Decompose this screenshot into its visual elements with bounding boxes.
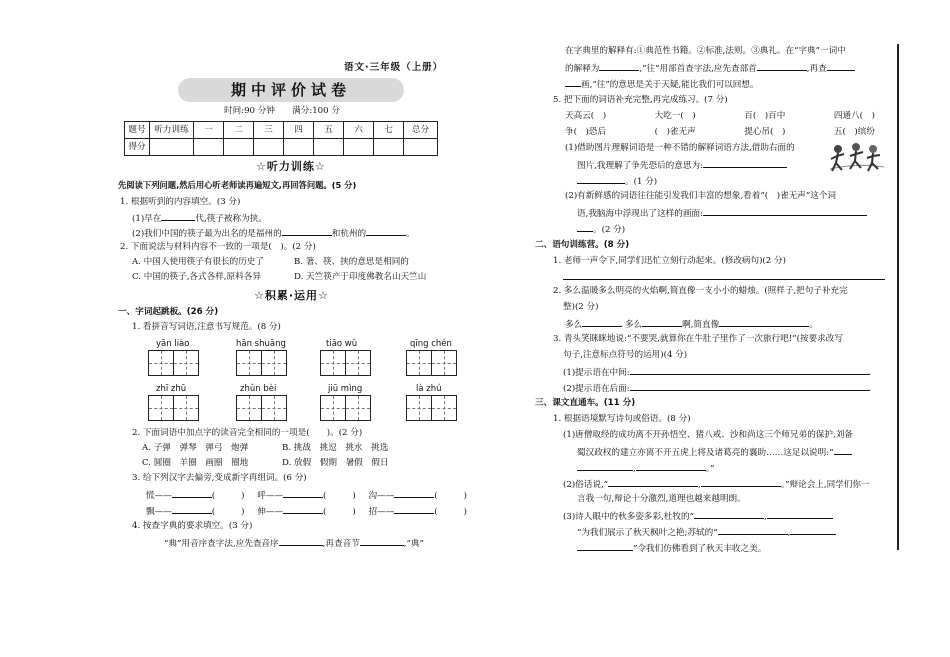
p3q1-1-line-c: , 。” — [577, 462, 714, 474]
score-header-cell: 三 — [254, 122, 284, 139]
p3q1-3-blank-1[interactable] — [694, 510, 764, 519]
p3q1-1-line-b — [577, 446, 852, 458]
p1q2-option-c[interactable]: C. 圆圈 羊圈 画圈 圈地 — [142, 458, 249, 468]
pinyin-label: qīng chén — [410, 339, 452, 349]
p1q4-text-c: ,“典” — [403, 539, 424, 549]
part1-q4: 4. 按查字典的要求填空。(3 分) — [132, 521, 253, 531]
q1-2-text-a: (2)我们中国的筷子最为出名的是福州的 — [132, 229, 282, 239]
listening-q2: 2. 下面说法与材料内容不一致的一项是( )。(2 分) — [120, 242, 316, 252]
p3q1-3-line-b: ”为我们展示了秋天枫叶之艳;苏轼的“ , — [577, 526, 836, 538]
part1-q3: 3. 给下列汉字去偏旁,变成新字再组词。(6 分) — [132, 473, 307, 483]
score-header-cell: 四 — [284, 122, 314, 139]
part2-title: 二、语句训练营。(8 分) — [535, 240, 630, 250]
p3q1-2-line-b: 言我一句,辩论十分激烈,道理也越来越明朗。 — [577, 494, 746, 504]
q2-option-d[interactable]: D. 天竺筷产于印度佛教名山天竺山 — [294, 272, 427, 282]
pinyin-label: là zhú — [416, 384, 442, 394]
score-header-cell: 题号 — [125, 122, 150, 139]
score-header-cell: 一 — [194, 122, 224, 139]
p2q3-2-label: (2)提示语在后面: — [563, 384, 630, 394]
idiom-fill[interactable]: 提心吊( ) — [744, 127, 786, 137]
radical-word: 呼—— — [257, 491, 284, 501]
radical-word: 飘—— — [146, 507, 172, 517]
p2q2-blank[interactable] — [719, 318, 809, 327]
p3q1-3-blank-3[interactable] — [718, 526, 788, 535]
idiom-fill[interactable]: 大吃一( ) — [654, 111, 696, 121]
q2-option-b[interactable]: B. 箸、筷、挟的意思是相同的 — [294, 257, 409, 267]
score-cell[interactable] — [284, 139, 314, 156]
dict-text-c: ,再查 — [806, 64, 827, 74]
writing-grid[interactable] — [236, 350, 287, 376]
p3q1-3-text-c: ”令我们仿佛看到了秋天丰收之美。 — [633, 544, 767, 554]
pinyin-label: zhǔn bèi — [240, 384, 277, 394]
radical-word: 伸—— — [257, 507, 284, 517]
idiom-fill[interactable]: 五( )缤纷 — [833, 127, 875, 137]
p2q2-word: 多么 — [624, 320, 643, 330]
new-char-blank[interactable] — [394, 489, 434, 498]
score-cell[interactable] — [404, 139, 438, 156]
new-char-blank[interactable] — [172, 505, 212, 514]
p2q1-answer-line[interactable] — [563, 279, 885, 280]
p3q1-3-text-a: (3)诗人眼中的秋多姿多彩,杜牧的“ — [563, 512, 695, 522]
p2q3-2-blank[interactable] — [630, 382, 870, 391]
p3q1-1-blank-3[interactable] — [636, 462, 706, 471]
score-header-cell: 总分 — [404, 122, 438, 139]
score-header-cell: 二 — [224, 122, 254, 139]
p1q2-option-a[interactable]: A. 子弹 弹琴 弹弓 炮弹 — [142, 443, 249, 453]
writing-grid[interactable] — [148, 350, 199, 376]
p2q3-1-label: (1)提示语在中间: — [563, 368, 630, 378]
p3q1-2-blank-2[interactable] — [701, 478, 781, 487]
p2q2-blank[interactable] — [642, 318, 682, 327]
q5-2-text: 语,我脑海中浮现出了这样的画面: — [577, 209, 703, 219]
score-table-header-row — [125, 122, 438, 139]
q5-1-line-b — [577, 159, 787, 171]
p2q2-word: 多么 — [565, 320, 583, 330]
q5-2-blank[interactable] — [703, 207, 867, 216]
q5-2-blank-2[interactable] — [577, 223, 593, 232]
writing-grid[interactable] — [406, 395, 457, 421]
p1q3-row-2: 飘—— ( ) 伸—— ( ) 招—— ( ) — [146, 507, 468, 517]
p3q1-3-blank-5[interactable] — [577, 542, 633, 551]
p2q3-1-blank[interactable] — [630, 366, 870, 375]
p1q4-blank-1[interactable] — [279, 537, 323, 546]
q5-title: 5. 把下面的词语补充完整,再完成练习。(7 分) — [553, 95, 728, 105]
q5-2-line-b — [577, 207, 867, 219]
dict-blank-3[interactable] — [827, 62, 855, 71]
p2q2-fill-line: 多么 多么 啊,简直像 。 — [565, 320, 818, 330]
q5-row-2 — [565, 127, 875, 137]
new-char-blank[interactable] — [172, 489, 212, 498]
radical-word: 招—— — [368, 507, 395, 517]
p1q3-row-1: 慌—— ( ) 呼—— ( ) 沟—— ( ) — [146, 491, 468, 501]
part2-q3-b: 句子,注意标点符号的运用)(4 分) — [563, 350, 688, 360]
score-header-cell: 五 — [314, 122, 344, 139]
q5-1-text: 图片,我理解了争先恐后的意思为: — [577, 161, 703, 171]
pinyin-label: jiū mìng — [328, 384, 363, 394]
radical-word: 慌—— — [146, 491, 172, 501]
children-racing-illustration — [826, 139, 886, 179]
writing-grid[interactable] — [320, 350, 371, 376]
q5-row-1 — [565, 111, 875, 121]
part1-title: 一、字词起跳板。(26 分) — [118, 307, 219, 317]
accumulation-section-title: ☆积累·运用☆ — [254, 289, 329, 302]
p2q2-blank[interactable] — [582, 318, 622, 327]
q5-1-line-a: (1)借助图片理解词语是一种不错的解释词语方法,借助右面的 — [565, 143, 795, 153]
score-header-cell: 七 — [374, 122, 404, 139]
writing-grid[interactable] — [320, 395, 371, 421]
radical-word: 沟—— — [368, 491, 395, 501]
q1-1-blank[interactable] — [161, 212, 195, 221]
q5-2-line-a: (2)有新鲜感的词语往往能引发我们丰富的想象,看着“( )雀无声”这个词 — [565, 191, 837, 201]
q2-option-c[interactable]: C. 中国的筷子,各式各样,原料各异 — [132, 272, 261, 282]
idiom-fill[interactable]: ( )雀无声 — [654, 127, 696, 137]
p3q1-1-blank-2[interactable] — [577, 462, 633, 471]
dict-text-d: 画,“往”的意思是关于天疑,能比我们可以回想。 — [581, 80, 759, 90]
score-cell[interactable] — [224, 139, 254, 156]
new-char-blank[interactable] — [394, 505, 434, 514]
part1-q2: 2. 下面词语中加点字的读音完全相同的一项是( )。(2 分) — [132, 428, 363, 438]
new-char-blank[interactable] — [283, 505, 323, 514]
p1q4-blank-2[interactable] — [360, 537, 404, 546]
dict-line-2 — [565, 62, 855, 74]
part2-q2-a: 2. 多么温暖多么明亮的火焰啊,简直像一支小小的蜡烛。(照样子,把句子补充完 — [553, 286, 848, 296]
q1-1-text-a: (1)早在 — [132, 214, 162, 224]
score-cell[interactable] — [344, 139, 374, 156]
p2q3-1-line — [563, 366, 870, 378]
listening-q1: 1. 根据听到的内容填空。(3 分) — [120, 197, 241, 207]
q5-2-line-c — [577, 223, 625, 235]
p1q4-text-b: ,再查音节 — [322, 539, 360, 549]
idiom-fill[interactable]: 四通八( ) — [833, 111, 875, 121]
idiom-fill[interactable]: 百( )百中 — [744, 111, 786, 121]
q5-1-line-c — [577, 175, 657, 187]
score-cell[interactable] — [194, 139, 224, 156]
pinyin-label: hān shuāng — [236, 339, 286, 349]
listening-intro: 先阅读下列问题,然后用心听老师读再遍短文,再回答问题。(5 分) — [118, 180, 357, 190]
score-header-cell: 听力训练 — [150, 122, 194, 139]
q1-2-text-b: 和杭州的 — [331, 229, 367, 239]
dict-line-1: 在字典里的解释有:①典范性书籍。②标准,法则。③典礼。在“字典”一词中 — [565, 46, 846, 56]
dict-blank-4[interactable] — [565, 78, 581, 87]
part2-q2-b: 整)(2 分) — [563, 302, 599, 312]
p3q1-3-line-c — [577, 542, 766, 554]
p1q2-option-d[interactable]: D. 放假 假期 暑假 假日 — [282, 458, 389, 468]
pinyin-label: tiāo wǔ — [326, 339, 358, 349]
part1-q1: 1. 看拼音写词语,注意书写规范。(8 分) — [132, 322, 281, 332]
new-char-blank[interactable] — [283, 489, 323, 498]
dict-blank-2[interactable] — [757, 62, 807, 71]
part2-q3-a: 3. 青头笑眯眯地说:“不要哭,就算你在牛肚子里作了一次旅行吧!”(按要求改写 — [553, 334, 843, 344]
part3-title: 三、课文直通车。(11 分) — [535, 398, 636, 408]
subject-header: 语文·三年级（上册） — [344, 62, 444, 73]
q1-2-blank-1[interactable] — [282, 227, 332, 236]
writing-grid[interactable] — [236, 395, 287, 421]
p3q1-2-line-a: (2)俗话说,“ , 。”辩论会上,同学们你一 — [563, 480, 870, 490]
p3q1-2-text-b: 。”辩论会上,同学们你一 — [780, 480, 870, 490]
pinyin-label: yān liào — [156, 339, 190, 349]
score-cell[interactable] — [374, 139, 404, 156]
pinyin-label: zhī zhū — [156, 384, 187, 394]
p3q1-1-text: 蜀汉政权的建立亦离不开五虎上将及诸葛亮的襄助……这足以说明:“ — [577, 448, 834, 458]
listening-q1-1 — [132, 212, 267, 224]
writing-grid[interactable] — [148, 395, 199, 421]
p2q3-2-line — [563, 382, 870, 394]
score-cell[interactable] — [314, 139, 344, 156]
score-table — [124, 121, 438, 156]
exam-title: 期中评价试卷 — [178, 78, 404, 102]
q1-2-blank-2[interactable] — [366, 227, 406, 236]
score-row-label: 得分 — [125, 139, 150, 156]
score-header-cell: 六 — [344, 122, 374, 139]
time-score-line: 时间:90 分钟 满分:100 分 — [224, 106, 340, 116]
p1q4-text-a: “典”用音序查字法,应先查音序 — [164, 539, 279, 549]
listening-section-title: ☆听力训练☆ — [256, 160, 326, 173]
score-table-score-row — [125, 139, 438, 156]
p3q1-2-text-a: (2)俗话说,“ — [563, 480, 609, 490]
q5-1-blank[interactable] — [703, 159, 787, 168]
p3q1-2-blank-1[interactable] — [608, 478, 698, 487]
q2-option-a[interactable]: A. 中国人使用筷子有很长的历史了 — [132, 257, 264, 267]
p3q1-1-line-a: (1)唐僧取经的成功离不开孙悟空、猪八戒、沙和尚这三个师兄弟的保护,刘备 — [563, 430, 853, 440]
q1-1-text-b: 代,筷子被称为挟。 — [195, 214, 267, 224]
p3q1-1-blank[interactable] — [834, 446, 852, 455]
p3q1-3-blank-4[interactable] — [790, 526, 836, 535]
p3q1-3-text-b: ”为我们展示了秋天枫叶之艳;苏轼的“ — [577, 528, 718, 538]
idiom-fill[interactable]: 争( )恐后 — [565, 127, 607, 137]
dict-blank-1[interactable] — [599, 62, 639, 71]
score-cell[interactable] — [254, 139, 284, 156]
p3q1-3-line-a: (3)诗人眼中的秋多姿多彩,杜牧的“ , — [563, 510, 833, 522]
dict-text-b: ,“往”用部首查字法,应先查部首 — [639, 64, 757, 74]
p3q1-3-blank-2[interactable] — [767, 510, 833, 519]
q5-1-blank-2[interactable] — [577, 175, 625, 184]
q5-1-score: 。(1 分) — [625, 177, 658, 187]
listening-q1-2: (2)我们中国的筷子最为出名的是福州的 和杭州的 。 — [132, 229, 415, 239]
p1q4-line — [164, 537, 424, 549]
idiom-fill[interactable]: 天高云( ) — [565, 111, 607, 121]
part3-q1: 1. 根据语境默写诗句或俗语。(8 分) — [553, 414, 691, 424]
dict-text-a: 的解释为 — [565, 64, 600, 74]
writing-grid[interactable] — [406, 350, 457, 376]
p1q2-option-b[interactable]: B. 挑战 挑逗 挑水 挑选 — [282, 443, 389, 453]
q5-2-score: 。(2 分) — [593, 225, 626, 235]
part2-q1: 1. 老师一声令下,同学们迅忙立刻行动起来。(修改病句)(2 分) — [553, 256, 786, 266]
dict-line-3 — [565, 78, 759, 90]
p2q2-word: 啊,简直像 — [682, 320, 720, 330]
page-divider-line — [897, 44, 899, 550]
score-cell[interactable] — [150, 139, 194, 156]
